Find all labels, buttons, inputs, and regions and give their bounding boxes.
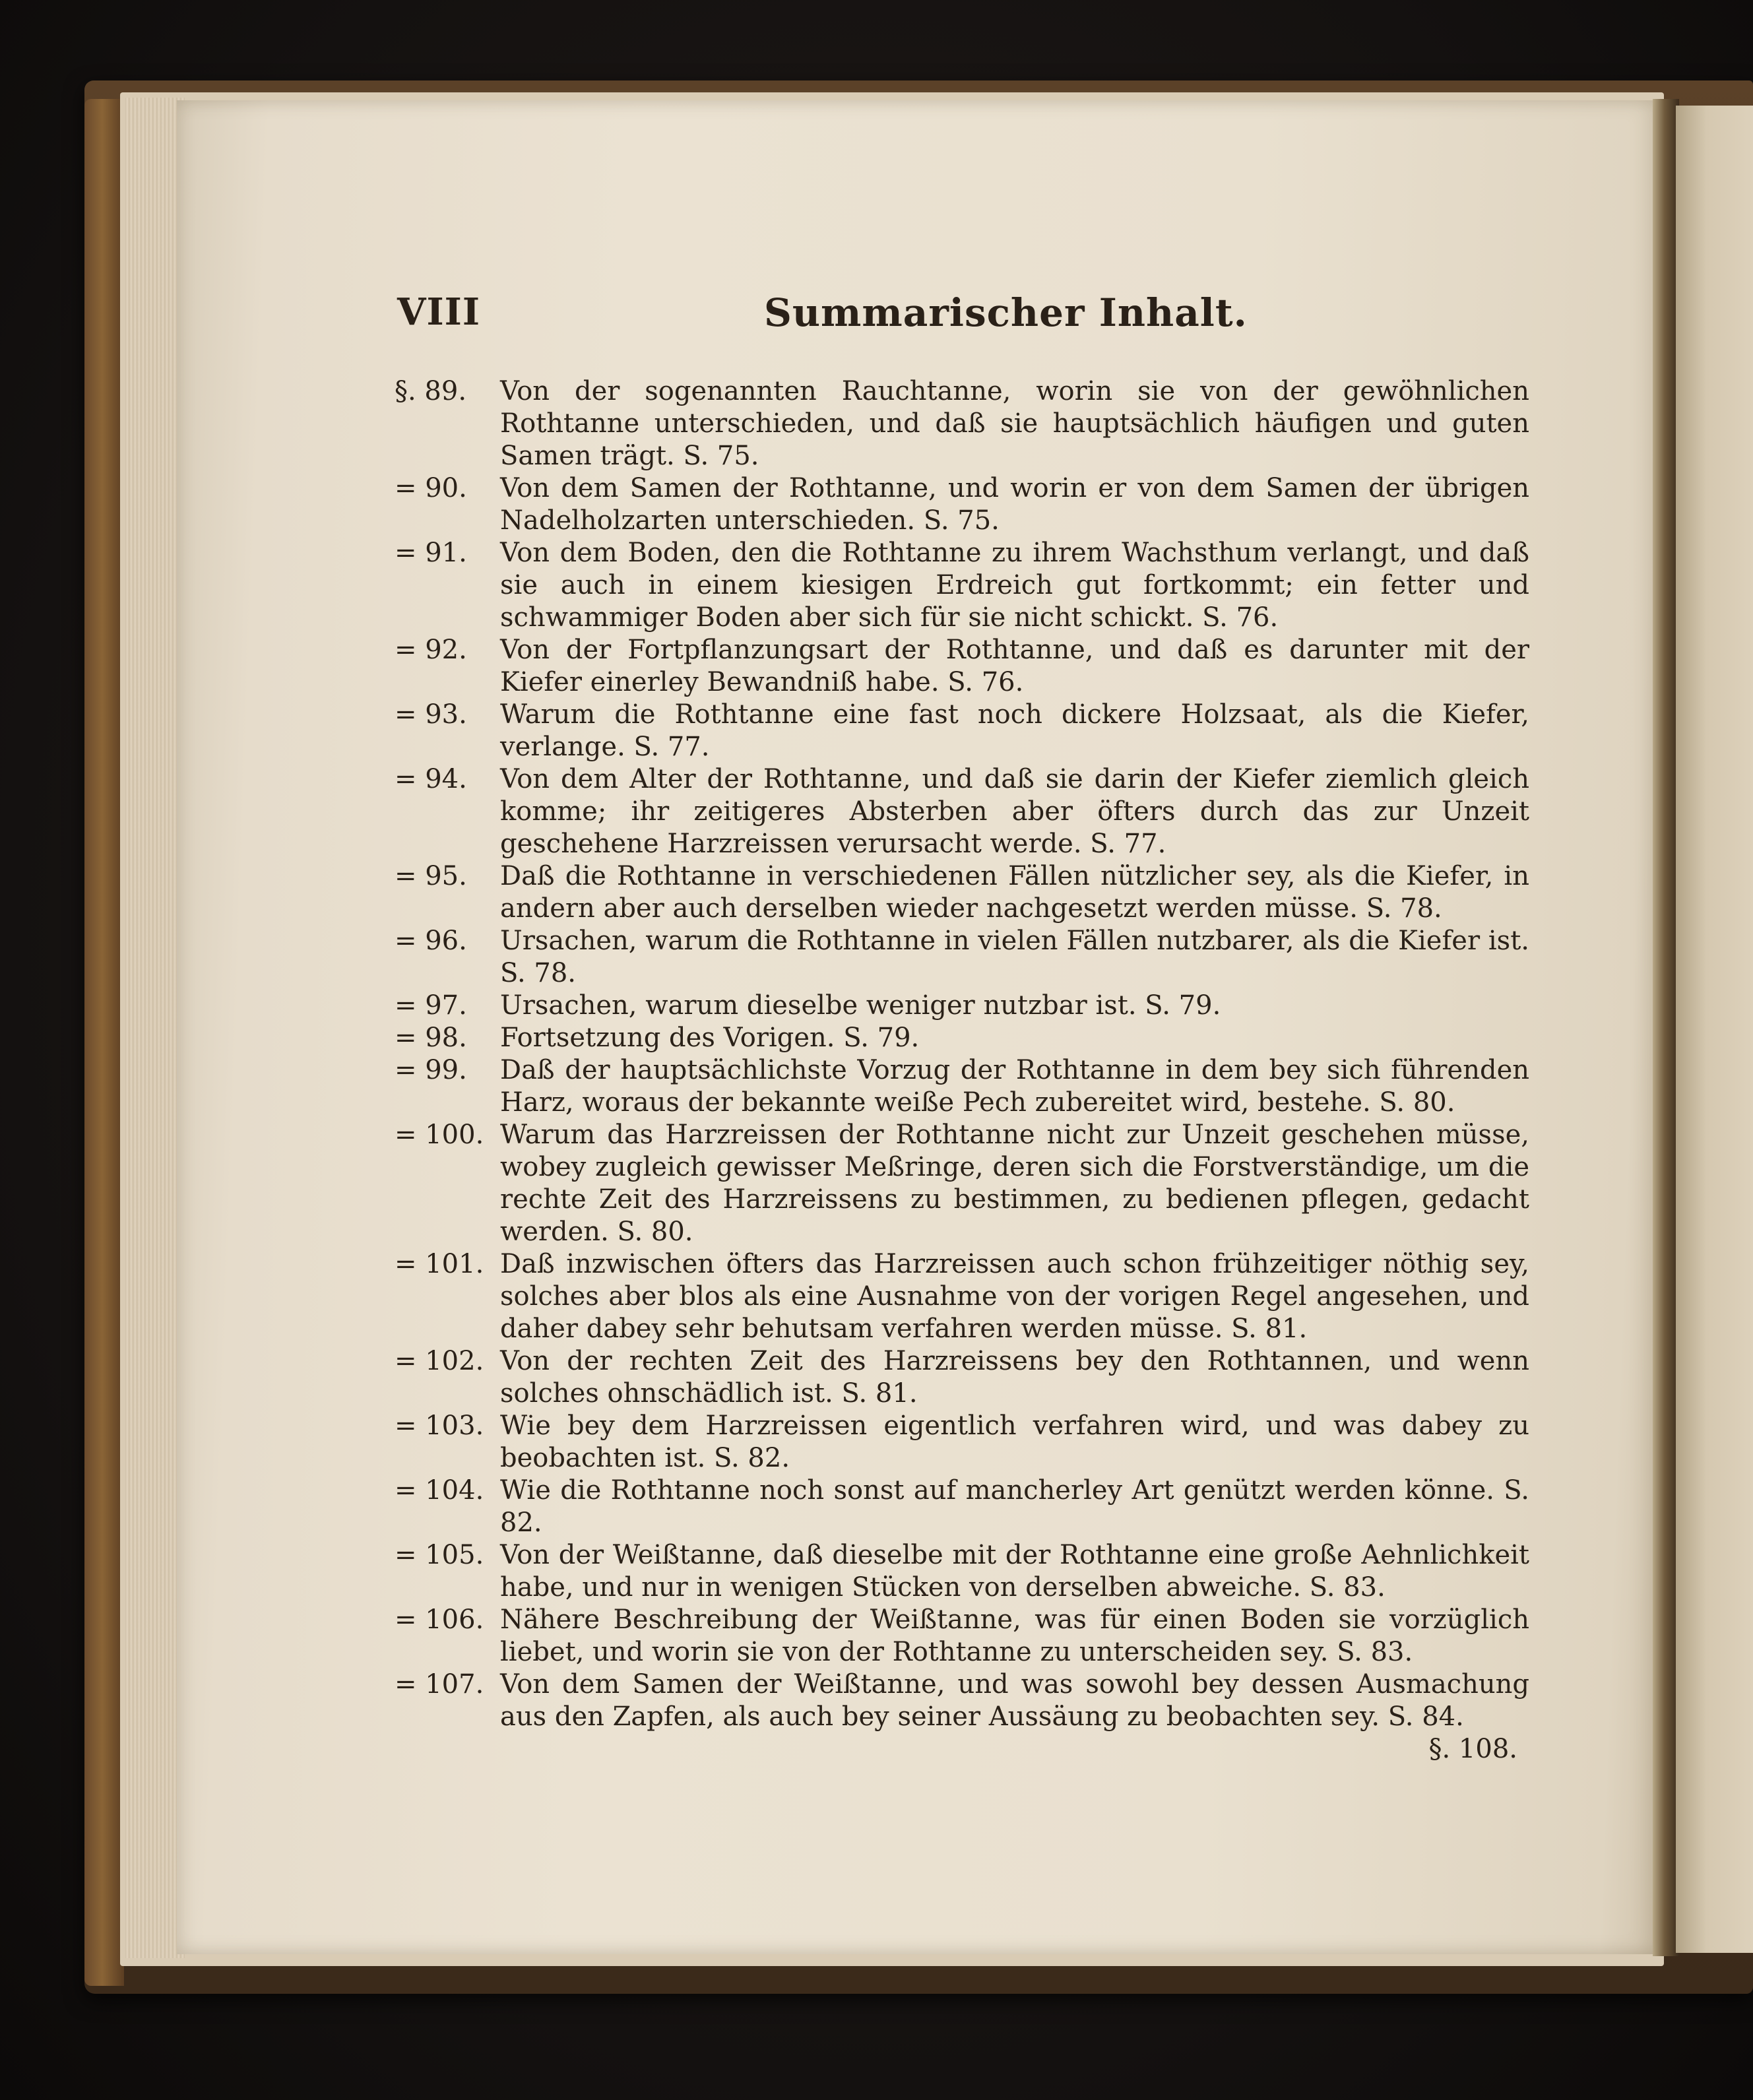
contents-entry bbox=[395, 1539, 1529, 1604]
catchword: §. 108. bbox=[1428, 1734, 1517, 1764]
contents-entry bbox=[395, 1410, 1529, 1475]
section-number: = 100. bbox=[395, 1120, 484, 1150]
right-page-edge bbox=[1676, 106, 1753, 1953]
section-summary: Daß die Rothtanne in verschiedenen Fällen nützlicher sey, als die Kiefer, in andern aber auch derselben wieder nachgesetzt werden müsse. S. 78. bbox=[500, 861, 1529, 924]
contents-entry bbox=[395, 1119, 1529, 1248]
section-number: = 99. bbox=[395, 1055, 467, 1085]
section-number: = 104. bbox=[395, 1475, 484, 1506]
section-number: = 98. bbox=[395, 1023, 467, 1053]
section-number: = 101. bbox=[395, 1249, 484, 1279]
section-number: §. 89. bbox=[395, 376, 467, 406]
contents-entry bbox=[395, 763, 1529, 860]
section-number: = 94. bbox=[395, 764, 467, 794]
contents-entry bbox=[395, 537, 1529, 634]
section-number: = 95. bbox=[395, 861, 467, 891]
section-summary: Von dem Samen der Weißtanne, und was sowohl bey dessen Ausmachung aus den Zapfen, als auch bey seiner Aussäung zu beobachten sey. S. 84. bbox=[500, 1669, 1529, 1732]
section-summary: Von dem Alter der Rothtanne, und daß sie darin der Kiefer ziemlich gleich komme; ihr zeitigeres Absterben aber öfters durch das zur Unzeit geschehene Harzreissen verursacht werde. S. 77. bbox=[500, 764, 1529, 859]
section-summary: Von dem Boden, den die Rothtanne zu ihrem Wachsthum verlangt, und daß sie auch in einem kiesigen Erdreich gut fortkommt; ein fetter und schwammiger Boden aber sich für sie nicht schickt. S. 76. bbox=[500, 538, 1529, 633]
page-header bbox=[395, 290, 1529, 353]
section-summary: Daß der hauptsächlichste Vorzug der Rothtanne in dem bey sich führenden Harz, woraus der bekannte weiße Pech zubereitet wird, bestehe. S. 80. bbox=[500, 1055, 1529, 1118]
section-summary: Von der rechten Zeit des Harzreissens bey den Rothtannen, und wenn solches ohnschädlich ist. S. 81. bbox=[500, 1346, 1529, 1409]
contents-entry bbox=[395, 472, 1529, 537]
section-number: = 92. bbox=[395, 635, 467, 665]
page-content bbox=[395, 290, 1529, 1766]
section-number: = 105. bbox=[395, 1540, 484, 1570]
contents-entry bbox=[395, 860, 1529, 925]
section-summary: Nähere Beschreibung der Weißtanne, was für einen Boden sie vorzüglich liebet, und worin sie von der Rothtanne zu unterscheiden sey. S. 83. bbox=[500, 1605, 1529, 1667]
section-number: = 91. bbox=[395, 538, 467, 568]
section-number: = 97. bbox=[395, 990, 467, 1021]
section-summary: Wie bey dem Harzreissen eigentlich verfahren wird, und was dabey zu beobachten ist. S. 82. bbox=[500, 1411, 1529, 1473]
section-summary: Wie die Rothtanne noch sonst auf mancherley Art genützt werden könne. S. 82. bbox=[500, 1475, 1529, 1538]
section-number: = 93. bbox=[395, 699, 467, 730]
running-title: Summarischer Inhalt. bbox=[764, 290, 1248, 335]
book-gutter bbox=[1653, 99, 1679, 1956]
contents-entry bbox=[395, 1022, 1529, 1054]
section-summary: Daß inzwischen öfters das Harzreissen auch schon frühzeitiger nöthig sey, solches aber blos als eine Ausnahme von der vorigen Regel angesehen, und daher dabey sehr behutsam verfahren werden müsse. S. 81. bbox=[500, 1249, 1529, 1344]
section-number: = 103. bbox=[395, 1411, 484, 1441]
section-summary: Von der sogenannten Rauchtanne, worin sie von der gewöhnlichen Rothtanne unterschieden, und daß sie hauptsächlich häufigen und guten Samen trägt. S. 75. bbox=[500, 376, 1529, 471]
contents-entry bbox=[395, 1248, 1529, 1345]
contents-entry bbox=[395, 925, 1529, 990]
contents-entry bbox=[395, 1475, 1529, 1539]
section-summary: Fortsetzung des Vorigen. S. 79. bbox=[500, 1023, 920, 1053]
section-summary: Ursachen, warum die Rothtanne in vielen Fällen nutzbarer, als die Kiefer ist. S. 78. bbox=[500, 926, 1529, 988]
section-summary: Warum das Harzreissen der Rothtanne nicht zur Unzeit geschehen müsse, wobey zugleich gewisser Meßringe, deren sich die Forstverständige, um die rechte Zeit des Harzreissens zu bestimmen, zu bedienen pflegen, gedacht werden. S. 80. bbox=[500, 1120, 1529, 1247]
contents-entry bbox=[395, 990, 1529, 1022]
section-number: = 90. bbox=[395, 473, 467, 503]
contents-entry bbox=[395, 375, 1529, 472]
section-number: = 106. bbox=[395, 1605, 484, 1635]
contents-entry bbox=[395, 1054, 1529, 1119]
section-number: = 96. bbox=[395, 926, 467, 956]
contents-entry bbox=[395, 1345, 1529, 1410]
section-summary: Warum die Rothtanne eine fast noch dickere Holzsaat, als die Kiefer, verlange. S. 77. bbox=[500, 699, 1529, 762]
page-edges bbox=[125, 98, 185, 1958]
contents-list bbox=[395, 375, 1529, 1733]
section-number: = 102. bbox=[395, 1346, 484, 1376]
contents-entry bbox=[395, 699, 1529, 763]
section-summary: Von der Weißtanne, daß dieselbe mit der Rothtanne eine große Aehnlichkeit habe, und nur in wenigen Stücken von derselben abweiche. S. 83. bbox=[500, 1540, 1529, 1603]
book-spine-edge bbox=[84, 99, 124, 1986]
page-number: VIII bbox=[397, 290, 481, 334]
section-number: = 107. bbox=[395, 1669, 484, 1700]
section-summary: Ursachen, warum dieselbe weniger nutzbar ist. S. 79. bbox=[500, 990, 1221, 1021]
contents-entry bbox=[395, 1604, 1529, 1669]
contents-entry bbox=[395, 634, 1529, 699]
section-summary: Von der Fortpflanzungsart der Rothtanne, und daß es darunter mit der Kiefer einerley Bewandniß habe. S. 76. bbox=[500, 635, 1529, 697]
section-summary: Von dem Samen der Rothtanne, und worin er von dem Samen der übrigen Nadelholzarten unterschieden. S. 75. bbox=[500, 473, 1529, 536]
contents-entry bbox=[395, 1669, 1529, 1733]
